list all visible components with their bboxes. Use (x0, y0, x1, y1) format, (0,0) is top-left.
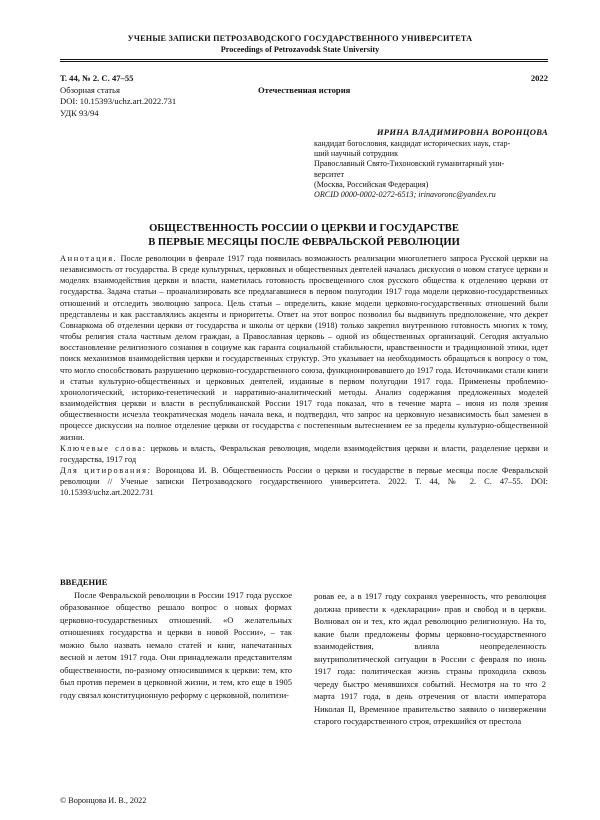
author-affiliation-line2: верситет (314, 169, 345, 179)
copyright: © Воронцова И. В., 2022 (60, 796, 147, 805)
author-contacts: ORCID 0000-0002-0272-6513; irinavoronc@yandex.ru (314, 190, 496, 200)
article-type: Обзорная статья (60, 84, 120, 95)
article-title (60, 222, 548, 250)
year: 2022 (530, 73, 548, 83)
author-name: ИРИНА ВЛАДИМИРОВНА ВОРОНЦОВА (376, 127, 548, 137)
author-affiliation-line1: Православный Свято-Тихоновский гуманитарный уни- (314, 159, 505, 169)
body-paragraph-left: После Февральской революции в России 1917 года русское образованное общество решало вопрос о новых формах церковно-государственных отношений. «О желательных отношениях государства и церкви в новой России», – так можно было назвать немало статей и книг, напечатанных весной и летом 1917 года. Они принадлежали представителям общественности, по-разному относившимся к церкви: тем, кто был против перемен в церковной жизни, и тем, кто еще в 1905 году связал конституционную реформу с церковной, политизи- (60, 589, 292, 700)
citation (60, 465, 548, 498)
section-heading: ВВЕДЕНИЕ (60, 577, 108, 587)
title-line-1: ОБЩЕСТВЕННОСТЬ РОССИИ О ЦЕРКВИ И ГОСУДАРСТВЕ (149, 223, 459, 234)
abstract-text: После революции в феврале 1917 года появилась возможность реализации многолетнего запроса Русской церкви на независимость от государства. В среде культурных, церковных и общественных деятелей началась дискуссия о новом статусе церкви и моделях взаимодействия церкви и власти, наметилась готовность просвещенного слоя русского общества к отделению церкви от государства. Задача статьи – проанализировать все предлагавшиеся в первом полугодии 1917 года модели церковно-государственных отношений и отследить эволюцию запроса. Цель статьи – определить, какие модели церковно-государственных отношений были представлены и как расставлялись акценты и приоритеты. Ответ на этот вопрос позволил бы выдвинуть предположение, что декрет Совнаркома об отделении церкви от государства и школы от церкви (1918) только закрепил внутреннюю готовность многих к тому, чтобы религия стала частным делом граждан, а Православная церковь – одной из общественных организаций. Сегодня актуально восстановление религиозного сознания в социуме как гаранта социальной стабильности, нравственности и традиционной этики, идет поиск механизмов взаимодействия церкви и государственных структур. Это указывает на необходимость обращаться к вопросу о том, что могло способствовать разрушению церковно-государственного союза, функционировавшего до 1917 года. Источниками стали книги и статьи культурно-общественных и церковных деятелей, изданные в первом полугодии 1917 года. Применены проблемно-хронологический, историко-генетический и нарративно-аналитический методы. Анализ содержания предложенных моделей взаимодействия церкви и власти в республиканской России 1917 года показал, что в течение марта – июня из поля зрения общественности исчезла теократическая модель начала века, и подтвердил, что запрос на церковную независимость был заменен в процессе дискуссии на полное отделение церкви от государства с постепенным вытеснением ее за пределы культурно-общественной жизни. (60, 254, 548, 442)
author-info (314, 139, 554, 200)
citation-text: Воронцова И. В. Общественность России о церкви и государстве в первые месяцы после Февральской революции // Ученые записки Петрозаводского государственного университета. 2022. Т. 44, № 2. С. 47–55. DOI: 10.15393/uchz.art.2022.731 (60, 465, 549, 498)
doi: DOI: 10.15393/uchz.art.2022.731 (60, 96, 177, 107)
body-column-left (60, 576, 292, 701)
author-degree-line1: кандидат богословия, кандидат исторических наук, стар- (314, 139, 511, 148)
keywords-text: церковь и власть, Февральская революция, модели взаимодействия церкви и власти, разделение церкви и государства, 1917 год (60, 443, 548, 464)
volume-info: Т. 44, № 2. С. 47–55 (60, 73, 134, 83)
body-column-right (314, 590, 546, 728)
header-rule-top (60, 59, 548, 60)
abstract-block (60, 253, 548, 498)
citation-label: Для цитирования: (60, 465, 152, 475)
keywords-label: Ключевые слова: (60, 443, 147, 453)
journal-subtitle: Proceedings of Petrozavodsk State University (220, 45, 380, 54)
abstract (60, 253, 548, 443)
author-degree-line2: ший научный сотрудник (314, 149, 399, 159)
keywords (60, 443, 548, 465)
article-meta (60, 73, 260, 119)
journal-title: УЧЕНЫЕ ЗАПИСКИ ПЕТРОЗАВОДСКОГО ГОСУДАРСТВЕННОГО УНИВЕРСИТЕТА (127, 34, 473, 43)
abstract-label: Аннотация. (60, 254, 118, 263)
author-location: (Москва, Российская Федерация) (314, 179, 429, 189)
title-line-2: В ПЕРВЫЕ МЕСЯЦЫ ПОСЛЕ ФЕВРАЛЬСКОЙ РЕВОЛЮЦИИ (148, 237, 460, 248)
udk: УДК 93/94 (60, 107, 99, 118)
body-paragraph-right: ровав ее, а в 1917 году сохранял уверенность, что революция должна привести к «декларации» прав и свобод и в церкви. Волновал он и тех, кто ждал революцию религиозную. На то, какие были предложены формы церковно-государственного взаимодействия, влияла неопределенность внутриполитической ситуации в России с февраля по июнь 1917 года: политическая жизнь страны проходила сквозь череду быстро менявшихся событий. Несмотря на то что 2 марта 1917 года, в день отречения от власти императора Николая II, Временное правительство заявило о низвержении старого государственного строя, отрекшийся от престола (314, 591, 546, 726)
header-rule-bottom (60, 61, 548, 62)
section-name: Отечественная история (258, 85, 351, 95)
